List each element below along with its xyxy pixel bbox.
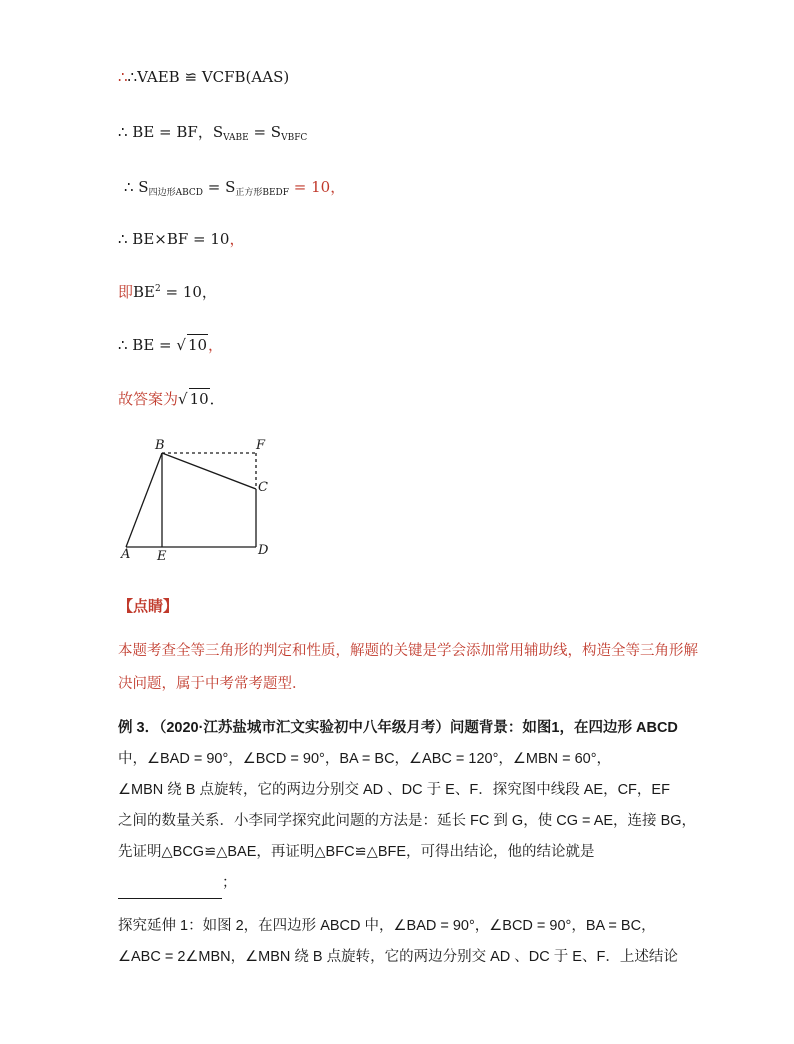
example-text: ∠MBN 绕 B 点旋转，它的两边分别交 AD 、DC 于 E、F．探究图中线段 AE，CF，EF bbox=[118, 782, 670, 798]
line-text: ， bbox=[208, 336, 224, 354]
line-text: = 10， bbox=[289, 178, 346, 196]
point-f-label: F bbox=[256, 438, 266, 453]
line-text: ∴ S bbox=[124, 178, 149, 196]
subscript: VABE bbox=[223, 133, 249, 143]
example-text: ； bbox=[222, 875, 237, 891]
subscript: VBFC bbox=[281, 133, 308, 143]
comment-text-1: 本题考查全等三角形的判定和性质，解题的关键是学会添加常用辅助线，构造全等三角形解 bbox=[118, 643, 698, 659]
square-line bbox=[118, 279, 217, 303]
be-equals-bf-line bbox=[118, 122, 307, 148]
point-b-label: B bbox=[155, 438, 165, 453]
line-text: ∴ BE×BF = 10 bbox=[118, 230, 230, 248]
be-value-line: ∴ BE = √ 10， bbox=[118, 336, 224, 354]
answer-line: 故答案为√ 10． bbox=[118, 390, 225, 408]
line-text: = 10， bbox=[160, 283, 217, 301]
line-text: = S bbox=[248, 123, 282, 141]
congruence-text: ∴VAEB ≌ VCFB(AAS) bbox=[127, 68, 290, 86]
subscript: 四边形ABCD bbox=[148, 188, 203, 198]
segment-ab bbox=[126, 453, 162, 547]
area-equality-line bbox=[124, 177, 345, 203]
point-c-label: C bbox=[258, 480, 268, 495]
example-line-2 bbox=[118, 744, 680, 775]
subscript: 正方形BEDF bbox=[235, 188, 290, 198]
segment-bc bbox=[162, 453, 256, 489]
point-e-label: E bbox=[157, 549, 167, 564]
product-line bbox=[118, 229, 245, 249]
point-d-label: D bbox=[258, 543, 269, 558]
sqrt-radicand: 10 bbox=[189, 390, 209, 408]
superscript: 2 bbox=[155, 284, 161, 294]
example-3 bbox=[118, 713, 697, 973]
example-line-3 bbox=[118, 775, 680, 806]
example-text: 探究延伸 1：如图 2，在四边形 ABCD 中，∠BAD = 90°，∠BCD = 90°，BA = BC， bbox=[118, 918, 656, 934]
example-line-1 bbox=[118, 713, 680, 744]
congruence-line bbox=[118, 67, 289, 87]
line-text: ． bbox=[209, 390, 225, 408]
example-line-6 bbox=[118, 868, 680, 899]
answer-label: 故答案为 bbox=[118, 391, 179, 408]
example-line-4 bbox=[118, 806, 697, 837]
answer-blank bbox=[118, 884, 222, 899]
example-text: 中，∠BAD = 90°，∠BCD = 90°，BA = BC，∠ABC = 120°，∠MBN = 60°， bbox=[118, 751, 612, 767]
sqrt-radicand: 10 bbox=[187, 336, 208, 354]
example-line-8 bbox=[118, 942, 680, 973]
line-text: = S bbox=[202, 178, 236, 196]
line-text: ∴ BE = BF，S bbox=[118, 123, 224, 141]
line-text: 即 bbox=[118, 284, 134, 301]
line-text: BE bbox=[133, 283, 155, 301]
line-text: ∴ BE = bbox=[118, 336, 177, 354]
example-text: ∠ABC = 2∠MBN，∠MBN 绕 B 点旋转，它的两边分别交 AD 、DC 于 E、F．上述结论 bbox=[118, 949, 678, 965]
comment-text-2: 决问题，属于中考常考题型． bbox=[118, 676, 307, 692]
point-a-label: A bbox=[121, 547, 131, 562]
example-line-7 bbox=[118, 911, 680, 942]
example-text: 之间的数量关系．小李同学探究此问题的方法是：延长 FC 到 G，使 CG = AE，连接 BG， bbox=[118, 813, 697, 829]
comment-heading: 【点睛】 bbox=[118, 598, 179, 615]
example-text: 先证明△BCG≌△BAE，再证明△BFC≌△BFE，可得出结论，他的结论就是 bbox=[118, 844, 595, 860]
example-text: 例 3．（2020·江苏盐城市汇文实验初中八年级月考）问题背景：如图1，在四边形 ABCD bbox=[118, 720, 678, 736]
therefore-symbol: ∴ bbox=[118, 68, 128, 86]
line-text: ， bbox=[229, 230, 245, 248]
example-line-5 bbox=[118, 837, 680, 868]
geometry-figure bbox=[110, 432, 280, 567]
